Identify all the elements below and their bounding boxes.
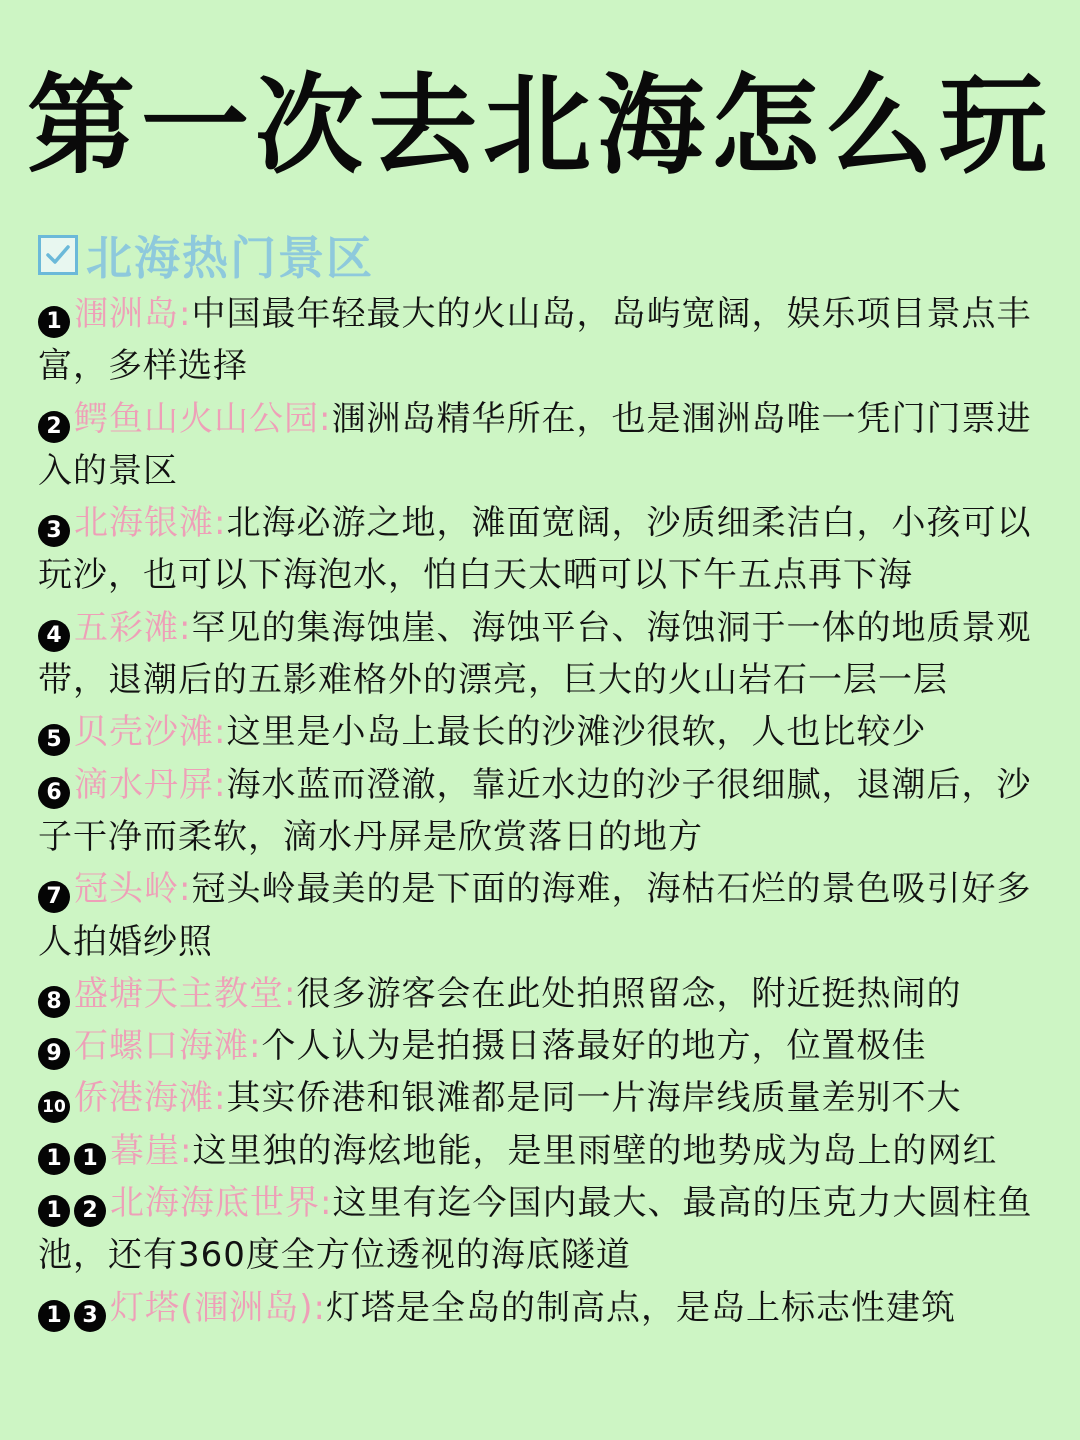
place-description: 这里是小岛上最长的沙滩沙很软，人也比较少	[226, 712, 927, 753]
place-description: 冠头岭最美的是下面的海难，海枯石烂的景色吸引好多人拍婚纱照	[38, 869, 1032, 962]
number-badge-group	[38, 1195, 106, 1227]
number-badge-group	[38, 1300, 106, 1332]
place-name: 北海海底世界:	[110, 1183, 333, 1224]
place-name: 冠头岭:	[74, 869, 192, 910]
place-name: 鳄鱼山火山公园:	[74, 398, 332, 439]
place-name: 暮崖:	[110, 1130, 193, 1171]
section-header	[38, 222, 374, 288]
check-box-icon	[38, 235, 78, 275]
list-item	[38, 497, 1048, 602]
list-item	[38, 968, 1048, 1020]
number-badge: 1	[38, 1195, 70, 1227]
number-badge: 3	[74, 1300, 106, 1332]
number-badge-group	[38, 1143, 106, 1175]
place-name: 五彩滩:	[74, 607, 192, 648]
list-item	[38, 1177, 1048, 1282]
list-item	[38, 759, 1048, 864]
list-item	[38, 1282, 1048, 1334]
number-badge: 1	[38, 1300, 70, 1332]
list-item	[38, 706, 1048, 758]
place-description: 个人认为是拍摄日落最好的地方，位置极佳	[261, 1026, 927, 1067]
number-badge: 3	[38, 515, 70, 547]
attraction-list	[38, 288, 1048, 1334]
place-name: 北海银滩:	[74, 503, 227, 544]
number-badge: 7	[38, 881, 70, 913]
section-title: 北海热门景区	[86, 231, 374, 285]
list-item	[38, 288, 1048, 393]
list-item	[38, 1072, 1048, 1124]
list-item	[38, 863, 1048, 968]
place-description: 很多游客会在此处拍照留念，附近挺热闹的	[296, 973, 962, 1014]
number-badge: 1	[74, 1143, 106, 1175]
place-description: 这里独的海炫地能，是里雨壁的地势成为岛上的网红	[192, 1130, 998, 1171]
place-name: 滴水丹屏:	[74, 764, 227, 805]
checkmark-icon	[44, 241, 72, 269]
place-name: 涠洲岛:	[74, 294, 192, 334]
number-badge: 8	[38, 986, 70, 1018]
number-badge: 9	[38, 1038, 70, 1070]
place-name: 侨港海滩:	[74, 1078, 227, 1119]
number-badge: 1	[38, 1143, 70, 1175]
number-badge: 6	[38, 777, 70, 809]
place-description: 这里有迄今国内最大、最高的压克力大圆柱鱼池，还有360度全方位透视的海底隧道	[38, 1183, 1033, 1276]
place-description: 涠洲岛精华所在，也是涠洲岛唯一凭门门票进入的景区	[38, 398, 1032, 491]
list-item	[38, 393, 1048, 498]
place-name: 盛塘天主教堂:	[74, 973, 297, 1014]
page-title: 第一次去北海怎么玩	[26, 64, 1053, 189]
place-name: 灯塔(涠洲岛):	[110, 1287, 326, 1328]
place-description: 海水蓝而澄澈，靠近水边的沙子很细腻，退潮后，沙子干净而柔软，滴水丹屏是欣赏落日的地方	[38, 764, 1032, 857]
number-badge: 4	[38, 620, 70, 652]
number-badge: 10	[38, 1091, 70, 1123]
place-description: 其实侨港和银滩都是同一片海岸线质量差别不大	[226, 1078, 962, 1119]
place-description: 中国最年轻最大的火山岛，岛屿宽阔，娱乐项目景点丰富，多样选择	[38, 294, 1032, 387]
place-name: 贝壳沙滩:	[74, 712, 227, 753]
list-item	[38, 1020, 1048, 1072]
place-name: 石螺口海滩:	[74, 1026, 262, 1067]
list-item	[38, 1125, 1048, 1177]
place-description: 灯塔是全岛的制高点，是岛上标志性建筑	[325, 1287, 956, 1328]
number-badge: 2	[74, 1195, 106, 1227]
place-description: 北海必游之地，滩面宽阔，沙质细柔洁白，小孩可以玩沙，也可以下海泡水，怕白天太晒可以下午五点再下海	[38, 503, 1032, 596]
place-description: 罕见的集海蚀崖、海蚀平台、海蚀洞于一体的地质景观带，退潮后的五影难格外的漂亮，巨大的火山岩石一层一层	[38, 607, 1032, 701]
number-badge: 1	[38, 306, 70, 338]
number-badge: 5	[38, 724, 70, 756]
number-badge: 2	[38, 411, 70, 443]
list-item	[38, 602, 1048, 707]
